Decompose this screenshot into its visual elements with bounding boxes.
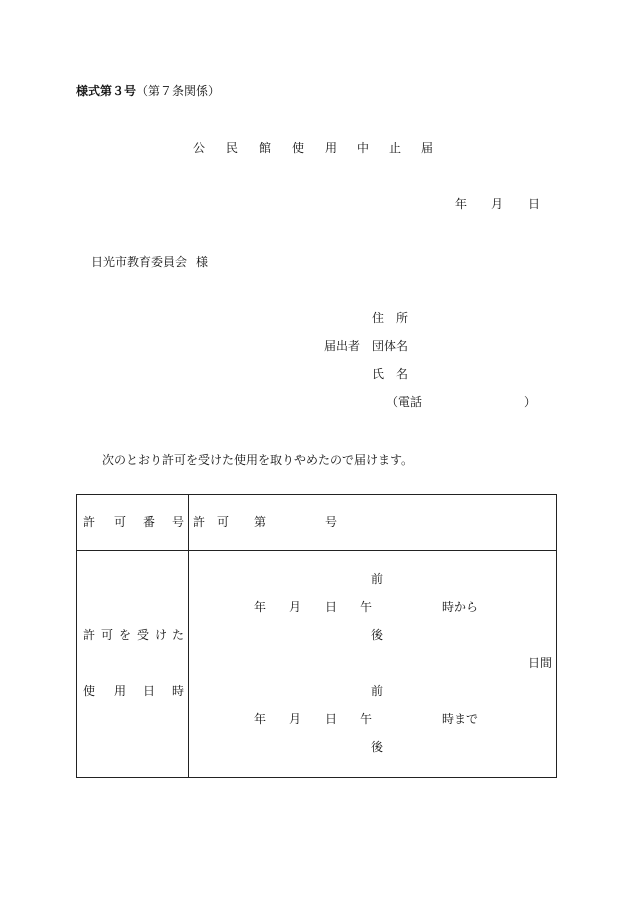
usage-label-char: た xyxy=(172,628,185,642)
table-border-top xyxy=(76,494,557,495)
form-relation: （第７条関係） xyxy=(136,84,221,98)
duration-days: 日間 xyxy=(528,656,553,670)
permit-number-label-char: 番 xyxy=(143,515,156,529)
to-ampm: 午 xyxy=(360,712,373,726)
usage-label-char: 可 xyxy=(101,628,114,642)
title-char: 届 xyxy=(421,141,434,155)
from-day: 日 xyxy=(325,600,338,614)
table-column-divider xyxy=(188,494,189,778)
addressee-name: 日光市教育委員会 xyxy=(91,255,188,269)
permit-number-go: 号 xyxy=(325,515,338,529)
to-am-label: 前 xyxy=(371,684,384,698)
applicant-label: 届出者 xyxy=(324,339,361,353)
address-label: 住 所 xyxy=(372,311,409,325)
title-char: 止 xyxy=(389,141,402,155)
to-pm-label: 後 xyxy=(371,740,384,754)
from-month: 月 xyxy=(289,600,302,614)
form-number-label: 様式第３号 xyxy=(76,84,137,98)
table-row-divider xyxy=(76,550,557,551)
usage-label-char: 日 xyxy=(143,684,156,698)
title-char: 民 xyxy=(226,141,239,155)
date-day: 日 xyxy=(528,197,541,211)
date-year: 年 xyxy=(455,197,468,211)
to-year: 年 xyxy=(254,712,267,726)
usage-label-char: 許 xyxy=(83,628,96,642)
statement-text: 次のとおり許可を受けた使用を取りやめたので届けます。 xyxy=(102,453,414,467)
title-char: 館 xyxy=(259,141,272,155)
phone-close: ） xyxy=(524,395,537,409)
from-pm-label: 後 xyxy=(371,628,384,642)
phone-open: （電話 xyxy=(386,395,423,409)
usage-label-char: 受 xyxy=(137,628,150,642)
from-ampm: 午 xyxy=(360,600,373,614)
table-border-right xyxy=(556,494,557,778)
permit-number-label-char: 号 xyxy=(172,515,185,529)
usage-label-char: 用 xyxy=(114,684,127,698)
date-month: 月 xyxy=(491,197,504,211)
table-border-left xyxy=(76,494,77,778)
title-char: 用 xyxy=(325,141,338,155)
name-label: 氏 名 xyxy=(372,367,409,381)
permit-number-label-char: 可 xyxy=(114,515,127,529)
to-day: 日 xyxy=(325,712,338,726)
title-char: 公 xyxy=(193,141,206,155)
from-time: 時から xyxy=(442,600,479,614)
from-year: 年 xyxy=(254,600,267,614)
to-month: 月 xyxy=(289,712,302,726)
usage-label-char: 時 xyxy=(172,684,185,698)
to-time: 時まで xyxy=(442,712,479,726)
usage-label-char: 使 xyxy=(83,684,96,698)
title-char: 使 xyxy=(292,141,305,155)
usage-label-char: を xyxy=(119,628,132,642)
table-border-bottom xyxy=(76,777,557,778)
permit-number-dai: 第 xyxy=(254,515,267,529)
title-char: 中 xyxy=(357,141,370,155)
form-number xyxy=(76,85,220,97)
from-am-label: 前 xyxy=(371,572,384,586)
usage-label-char: け xyxy=(155,628,168,642)
permit-number-prefix: 許 可 xyxy=(193,515,230,529)
group-label: 団体名 xyxy=(372,339,409,353)
permit-number-label-char: 許 xyxy=(83,515,96,529)
addressee-honorific: 様 xyxy=(196,255,209,269)
